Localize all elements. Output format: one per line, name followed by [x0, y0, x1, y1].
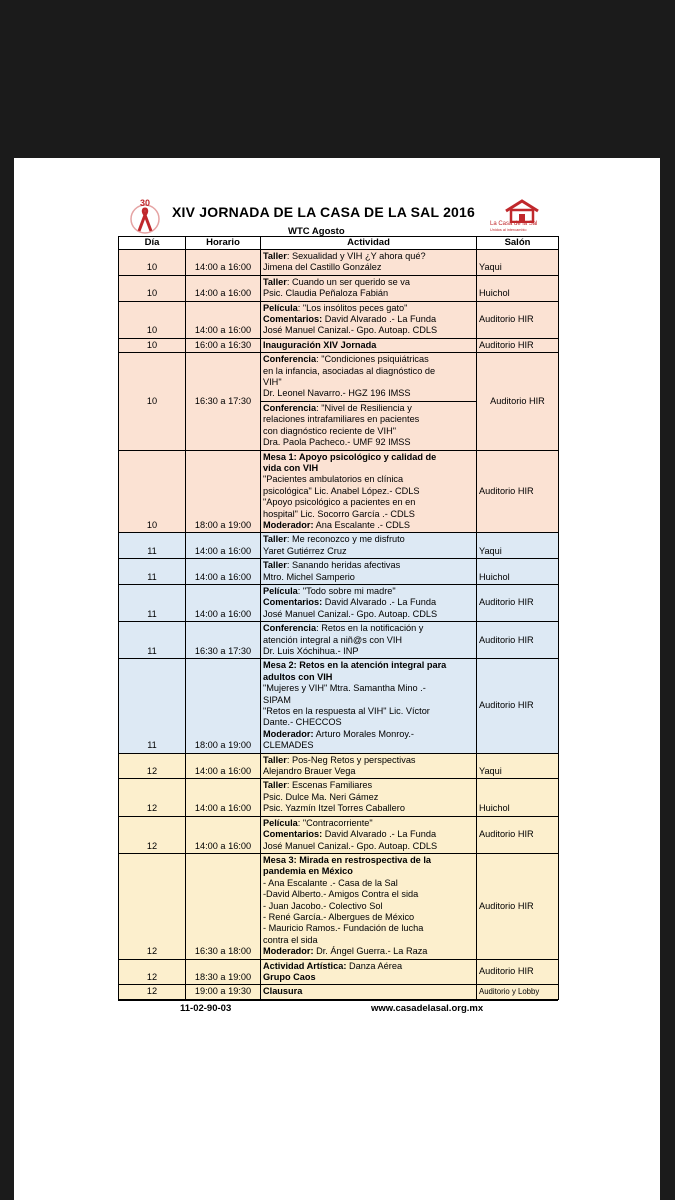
cell-horario: 14:00 a 16:00	[186, 301, 261, 338]
schedule-body	[119, 250, 559, 1000]
activity-line	[263, 534, 474, 545]
activity-text: "Retos en la respuesta al VIH" Lic. Víctor	[263, 706, 430, 717]
table-row	[119, 275, 559, 301]
table-row	[119, 250, 559, 276]
activity-line	[263, 452, 474, 463]
cell-horario: 14:00 a 16:00	[186, 753, 261, 779]
activity-line	[263, 660, 474, 671]
cell-horario: 14:00 a 16:00	[186, 559, 261, 585]
activity-text: Dr. Luis Xóchihua.- INP	[263, 646, 359, 656]
table-header-row	[119, 237, 559, 250]
table-row	[119, 533, 559, 559]
table-row	[119, 301, 559, 338]
activity-line	[263, 340, 474, 351]
activity-line	[263, 366, 474, 377]
activity-label: Grupo Caos	[263, 971, 316, 982]
activity-label: Mesa 2: Retos en la atención integral para	[263, 660, 447, 671]
activity-line	[263, 803, 474, 814]
cell-horario: 18:00 a 19:00	[186, 450, 261, 533]
activity-label: Moderador:	[263, 946, 314, 957]
activity-line	[263, 325, 474, 336]
activity-line	[263, 706, 474, 717]
cell-horario: 18:00 a 19:00	[186, 659, 261, 753]
activity-line	[263, 717, 474, 728]
activity-label: Mesa 3: Mirada en restrospectiva de la	[263, 854, 431, 865]
cell-horario: 14:00 a 16:00	[186, 533, 261, 559]
activity-line	[263, 841, 474, 852]
activity-text: : Cuando un ser querido se va	[286, 276, 410, 287]
column-header-salon: Salón	[477, 237, 559, 250]
activity-text: : Sexualidad y VIH ¿Y ahora qué?	[286, 251, 426, 261]
table-row	[119, 622, 559, 659]
activity-text: psicológica" Lic. Anabel López.- CDLS	[263, 485, 420, 496]
cell-actividad	[261, 275, 477, 301]
cell-actividad	[261, 985, 477, 999]
activity-line	[263, 672, 474, 683]
table-row	[119, 753, 559, 779]
activity-text: Arturo Morales Monroy.-	[313, 728, 414, 739]
activity-line	[263, 923, 474, 934]
activity-label: Comentarios:	[263, 314, 323, 325]
activity-line	[263, 474, 474, 485]
cell-salon: Auditorio HIR	[477, 450, 559, 533]
activity-label: Taller	[263, 780, 287, 791]
activity-line	[263, 889, 474, 900]
cell-salon: Auditorio HIR	[477, 301, 559, 338]
cell-salon: Huichol	[477, 275, 559, 301]
activity-label: Taller	[263, 534, 287, 545]
document-page	[14, 158, 660, 1200]
activity-label: Moderador:	[263, 519, 314, 530]
table-row	[119, 985, 559, 999]
cell-dia: 12	[119, 853, 186, 959]
activity-text: Alejandro Brauer Vega	[263, 766, 356, 777]
activity-label: Moderador:	[263, 728, 314, 739]
activity-text: : "Nivel de Resiliencia y	[316, 402, 412, 413]
cell-actividad	[261, 816, 477, 853]
cell-dia: 10	[119, 250, 186, 276]
activity-label: Película	[263, 585, 298, 596]
activity-line	[263, 755, 474, 766]
activity-text: Jimena del Castillo González	[263, 262, 382, 273]
activity-text: : Escenas Familiares	[286, 780, 373, 791]
column-header-horario: Horario	[186, 237, 261, 250]
activity-line	[263, 961, 474, 972]
activity-line	[263, 829, 474, 840]
activity-text: Dr. Leonel Navarro.- HGZ 196 IMSS	[263, 388, 411, 399]
cell-dia: 10	[119, 338, 186, 352]
activity-text: atención integral a niñ@s con VIH	[263, 634, 403, 645]
cell-dia: 11	[119, 533, 186, 559]
activity-line	[263, 780, 474, 791]
cell-salon: Auditorio HIR	[477, 659, 559, 753]
activity-line	[263, 414, 474, 425]
activity-line	[263, 509, 474, 520]
footer-website[interactable]: www.casadelasal.org.mx	[371, 1002, 484, 1014]
activity-text: David Alvarado .- La Funda	[322, 597, 437, 608]
activity-label: Comentarios:	[263, 597, 323, 608]
cell-actividad	[261, 622, 477, 659]
cell-actividad	[261, 584, 477, 621]
activity-line	[263, 437, 474, 448]
activity-text: Psic. Claudia Peñaloza Fabián	[263, 288, 389, 299]
activity-label: Película	[263, 302, 298, 313]
cell-dia: 11	[119, 584, 186, 621]
activity-text: : "Condiciones psiquiátricas	[316, 354, 429, 365]
activity-line	[263, 729, 474, 740]
activity-line	[263, 766, 474, 777]
document-header	[118, 196, 558, 236]
cell-dia: 12	[119, 779, 186, 816]
activity-label: vida con VIH	[263, 462, 319, 473]
cell-horario: 14:00 a 16:00	[186, 779, 261, 816]
cell-salon: Yaqui	[477, 250, 559, 276]
table-row	[119, 584, 559, 621]
cell-horario: 14:00 a 16:00	[186, 250, 261, 276]
activity-text: relaciones intrafamiliares en pacientes	[263, 414, 420, 425]
activity-line	[263, 818, 474, 829]
schedule-table	[118, 236, 559, 1000]
activity-label: Inauguración XIV Jornada	[263, 339, 377, 350]
activity-text: : "Contracorriente"	[297, 817, 373, 828]
activity-text: David Alvarado .- La Funda	[322, 314, 437, 325]
activity-line	[263, 486, 474, 497]
activity-line	[263, 277, 474, 288]
activity-line	[263, 878, 474, 889]
casa-de-la-sal-logo	[490, 199, 556, 235]
activity-text: Psic. Dulce Ma. Neri Gámez	[263, 791, 379, 802]
activity-line	[263, 901, 474, 912]
cell-actividad	[261, 659, 477, 753]
activity-text: con diagnóstico reciente de VIH"	[263, 425, 396, 436]
activity-label: pandemia en México	[263, 866, 353, 877]
document-footer	[118, 1000, 558, 1017]
document-subtitle: WTC Agosto	[288, 226, 345, 237]
activity-text: -David Alberto.- Amigos Contra el sida	[263, 889, 419, 900]
activity-label: Conferencia	[263, 402, 317, 413]
activity-line	[263, 403, 474, 414]
activity-line	[263, 262, 474, 273]
activity-text: SIPAM	[263, 694, 291, 705]
cell-dia: 11	[119, 659, 186, 753]
activity-line	[263, 683, 474, 694]
cell-dia: 12	[119, 985, 186, 999]
schedule-document	[118, 196, 558, 1017]
cell-salon: Huichol	[477, 779, 559, 816]
cell-dia: 10	[119, 275, 186, 301]
cell-horario: 16:30 a 17:30	[186, 353, 261, 450]
activity-label: adultos con VIH	[263, 671, 333, 682]
cell-salon: Auditorio HIR	[477, 816, 559, 853]
activity-line	[263, 586, 474, 597]
activity-text: Dante.- CHECCOS	[263, 717, 342, 728]
cell-salon: Auditorio HIR	[477, 853, 559, 959]
cell-actividad	[261, 250, 477, 276]
cell-salon: Auditorio HIR	[477, 959, 559, 985]
cell-actividad	[261, 779, 477, 816]
activity-text: CLEMADES	[263, 740, 314, 751]
activity-line	[263, 463, 474, 474]
activity-label: Taller	[263, 754, 287, 765]
cell-horario: 16:00 a 16:30	[186, 338, 261, 352]
column-header-dia: Día	[119, 237, 186, 250]
activity-line	[263, 855, 474, 866]
cell-actividad	[261, 338, 477, 352]
activity-line	[263, 597, 474, 608]
activity-text: "Pacientes ambulatorios en clínica	[263, 474, 404, 485]
activity-line	[263, 792, 474, 803]
cell-horario: 18:30 a 19:00	[186, 959, 261, 985]
footer-phone: 11-02-90-03	[180, 1002, 232, 1014]
table-row	[119, 779, 559, 816]
cell-salon: Auditorio HIR	[477, 584, 559, 621]
activity-line	[263, 986, 474, 997]
activity-label: Conferencia	[263, 623, 317, 634]
activity-text: en la infancia, asociadas al diagnóstico de	[263, 365, 436, 376]
cell-salon: Auditorio HIR	[477, 338, 559, 352]
activity-line	[263, 314, 474, 325]
activity-text: Danza Aérea	[346, 960, 403, 971]
activity-line	[263, 609, 474, 620]
activity-text: José Manuel Canizal.- Gpo. Autoap. CDLS	[263, 325, 438, 336]
activity-text: hospital" Lic. Socorro García .- CDLS	[263, 508, 415, 519]
activity-line	[263, 288, 474, 299]
cell-actividad	[261, 559, 477, 585]
activity-line	[263, 520, 474, 531]
cell-horario: 16:30 a 18:00	[186, 853, 261, 959]
activity-line	[263, 866, 474, 877]
activity-text: : "Los insólitos peces gato"	[297, 302, 408, 313]
cell-dia: 11	[119, 559, 186, 585]
activity-text: VIH"	[263, 377, 282, 388]
cell-salon: Yaqui	[477, 533, 559, 559]
cell-horario: 14:00 a 16:00	[186, 275, 261, 301]
activity-text: José Manuel Canizal.- Gpo. Autoap. CDLS	[263, 608, 438, 619]
cell-horario: 19:00 a 19:30	[186, 985, 261, 999]
activity-line	[263, 377, 474, 388]
activity-text: Psic. Yazmín Itzel Torres Caballero	[263, 803, 405, 814]
cell-dia: 10	[119, 301, 186, 338]
activity-line	[263, 497, 474, 508]
activity-line	[263, 912, 474, 923]
activity-line	[263, 354, 474, 365]
activity-line	[263, 740, 474, 751]
activity-line	[263, 623, 474, 634]
cell-actividad	[261, 353, 477, 402]
cell-dia: 12	[119, 753, 186, 779]
cell-dia: 10	[119, 450, 186, 533]
activity-label: Taller	[263, 560, 287, 571]
activity-line	[263, 251, 474, 262]
activity-text: - Mauricio Ramos.- Fundación de lucha	[263, 923, 424, 934]
activity-line	[263, 635, 474, 646]
activity-text: David Alvarado .- La Funda	[322, 829, 437, 840]
cell-actividad	[261, 753, 477, 779]
activity-text: Ana Escalante .- CDLS	[313, 519, 411, 530]
activity-text: - Ana Escalante .- Casa de la Sal	[263, 877, 398, 888]
cell-horario: 16:30 a 17:30	[186, 622, 261, 659]
activity-text: Dr. Ángel Guerra.- La Raza	[313, 946, 428, 957]
activity-line	[263, 560, 474, 571]
table-row	[119, 959, 559, 985]
cell-actividad	[261, 533, 477, 559]
activity-line	[263, 546, 474, 557]
activity-label: Actividad Artística:	[263, 960, 347, 971]
activity-line	[263, 695, 474, 706]
anniversary-ribbon-logo	[126, 197, 164, 235]
activity-line	[263, 935, 474, 946]
logo-brand-text: La Casa de la Sal	[490, 221, 538, 227]
column-header-actividad: Actividad	[261, 237, 477, 250]
activity-line	[263, 572, 474, 583]
cell-actividad	[261, 401, 477, 450]
cell-salon: Auditorio HIR	[477, 622, 559, 659]
cell-salon: Auditorio HIR	[477, 353, 559, 450]
activity-label: Conferencia	[263, 354, 317, 365]
activity-label: Taller	[263, 251, 287, 261]
cell-actividad	[261, 450, 477, 533]
activity-line	[263, 388, 474, 399]
table-row	[119, 559, 559, 585]
activity-text: Yaret Gutiérrez Cruz	[263, 545, 347, 556]
activity-line	[263, 646, 474, 657]
activity-text: : "Todo sobre mi madre"	[297, 585, 396, 596]
cell-actividad	[261, 853, 477, 959]
activity-text: - Juan Jacobo.- Colectivo Sol	[263, 900, 383, 911]
table-row	[119, 450, 559, 533]
cell-horario: 14:00 a 16:00	[186, 584, 261, 621]
table-row	[119, 338, 559, 352]
activity-line	[263, 426, 474, 437]
activity-text: - René García.- Albergues de México	[263, 911, 415, 922]
activity-line	[263, 972, 474, 983]
activity-text: Mtro. Michel Samperio	[263, 571, 355, 582]
cell-dia: 12	[119, 816, 186, 853]
cell-salon: Auditorio y Lobby	[477, 985, 559, 999]
activity-label: Comentarios:	[263, 829, 323, 840]
activity-text: contra el sida	[263, 934, 318, 945]
table-row	[119, 816, 559, 853]
cell-horario: 14:00 a 16:00	[186, 816, 261, 853]
house-icon	[502, 199, 542, 223]
table-row	[119, 353, 559, 402]
activity-text: : Retos en la notificación y	[316, 623, 424, 634]
table-row	[119, 659, 559, 753]
cell-salon: Huichol	[477, 559, 559, 585]
activity-label: Mesa 1: Apoyo psicológico y calidad de	[263, 451, 437, 462]
activity-label: Taller	[263, 276, 287, 287]
logo-tagline: Unidos al intercambio	[490, 228, 527, 232]
cell-actividad	[261, 301, 477, 338]
activity-text: : Sanando heridas afectivas	[286, 560, 401, 571]
activity-label: Película	[263, 817, 298, 828]
activity-text: "Mujeres y VIH" Mtra. Samantha Mino .-	[263, 683, 426, 694]
cell-dia: 11	[119, 622, 186, 659]
table-row	[119, 853, 559, 959]
activity-text: : Me reconozco y me disfruto	[286, 534, 405, 545]
cell-actividad	[261, 959, 477, 985]
document-title: XIV JORNADA DE LA CASA DE LA SAL 2016	[172, 204, 476, 220]
activity-text: José Manuel Canizal.- Gpo. Autoap. CDLS	[263, 840, 438, 851]
cell-dia: 10	[119, 353, 186, 450]
activity-line	[263, 946, 474, 957]
activity-line	[263, 303, 474, 314]
activity-text: Dra. Paola Pacheco.- UMF 92 IMSS	[263, 437, 411, 448]
cell-salon: Yaqui	[477, 753, 559, 779]
logo-number: 30	[139, 198, 151, 208]
activity-text: "Apoyo psicológico a pacientes en en	[263, 497, 416, 508]
cell-dia: 12	[119, 959, 186, 985]
activity-label: Clausura	[263, 986, 303, 997]
activity-text: : Pos-Neg Retos y perspectivas	[286, 754, 416, 765]
